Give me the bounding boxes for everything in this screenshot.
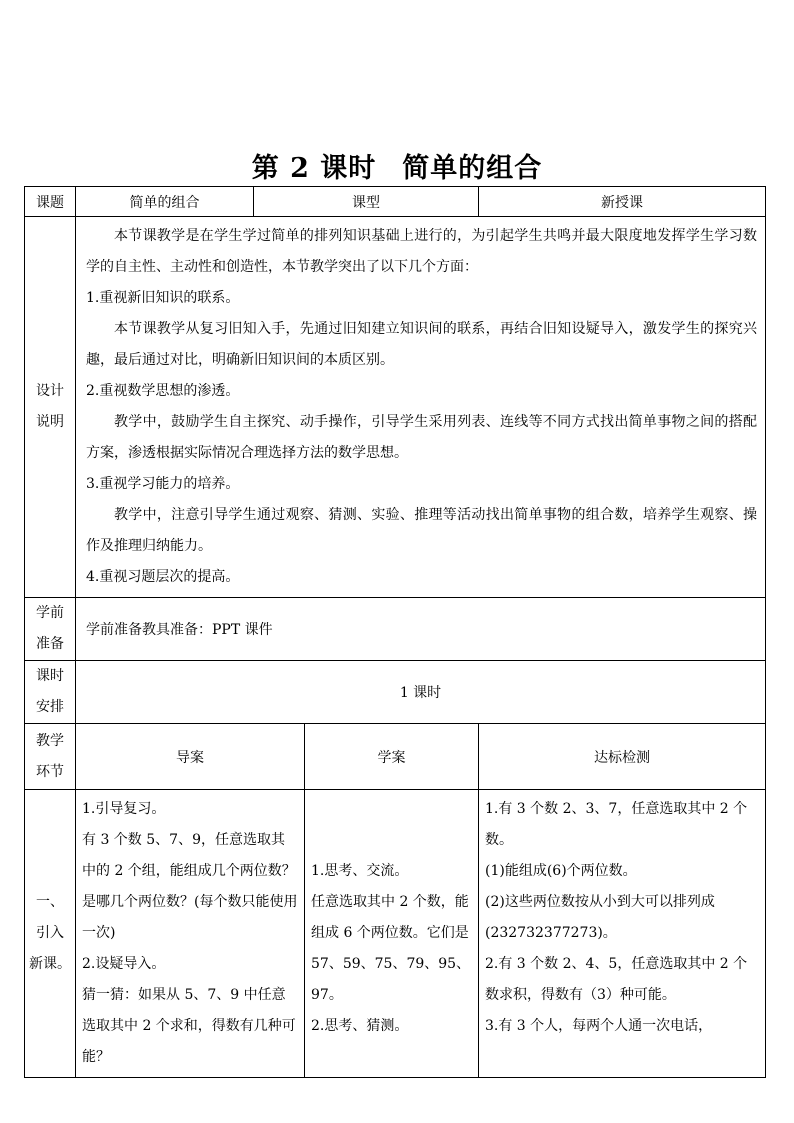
section-header-label: 教学 环节 (25, 724, 76, 790)
study-item: 任意选取其中 2 个数，能组成 6 个两位数。它们是 57、59、75、79、95、97。 (311, 894, 471, 1003)
design-heading: 1.重视新旧知识的联系。 (86, 290, 240, 306)
title-topic: 简单的组合 (402, 153, 543, 184)
guide-item: 2.设疑导入。 (82, 956, 166, 972)
prep-value: 学前准备教具准备：PPT 课件 (76, 598, 766, 661)
check-item: (2)这些两位数按从小到大可以排列成(232732377273)。 (485, 894, 715, 941)
section1-label: 一、 引入 新课。 (25, 790, 76, 1078)
guide-header: 导案 (76, 724, 305, 790)
design-heading: 2.重视数学思想的渗透。 (86, 383, 240, 399)
schedule-value: 1 课时 (76, 661, 766, 724)
type-value: 新授课 (479, 187, 766, 217)
check-item: 1.有 3 个数 2、3、7，任意选取其中 2 个数。 (485, 801, 748, 848)
design-heading: 4.重视习题层次的提高。 (86, 569, 240, 585)
check-item: 3.有 3 个人，每两个人通一次电话， (485, 1018, 713, 1034)
section-header-row (25, 724, 766, 790)
design-heading: 3.重视学习能力的培养。 (86, 476, 240, 492)
check-header: 达标检测 (479, 724, 766, 790)
topic-label: 课题 (25, 187, 76, 217)
title-lesson: 第 2 课时 (251, 153, 377, 184)
section1-guide (76, 790, 305, 1078)
study-item: 2.思考、猜测。 (311, 1018, 409, 1034)
header-row (25, 187, 766, 217)
design-paragraph: 本节课教学是在学生学过简单的排列知识基础上进行的，为引起学生共鸣并最大限度地发挥学生学习数学的自主性、主动性和创造性，本节教学突出了以下几个方面： (86, 228, 757, 275)
design-paragraph: 教学中，鼓励学生自主探究、动手操作，引导学生采用列表、连线等不同方式找出简单事物之间的搭配方案，渗透根据实际情况合理选择方法的数学思想。 (86, 414, 757, 461)
page-title (0, 146, 794, 185)
guide-item: 1.引导复习。 (82, 801, 166, 817)
design-label: 设计 说明 (25, 217, 76, 598)
design-content (76, 217, 766, 598)
prep-label: 学前 准备 (25, 598, 76, 661)
section1-study (305, 790, 479, 1078)
guide-item: 有 3 个数 5、7、9，任意选取其中的 2 个组，能组成几个两位数？是哪几个两位数？(每个数只能使用一次) (82, 832, 298, 941)
lesson-plan-table (24, 186, 766, 1078)
design-paragraph: 本节课教学从复习旧知入手，先通过旧知建立知识间的联系，再结合旧知设疑导入，激发学生的探究兴趣，最后通过对比，明确新旧知识间的本质区别。 (86, 321, 757, 368)
section1-row (25, 790, 766, 1078)
schedule-row (25, 661, 766, 724)
design-row (25, 217, 766, 598)
check-item: 2.有 3 个数 2、4、5，任意选取其中 2 个数求积，得数有（3）种可能。 (485, 956, 748, 1003)
type-label: 课型 (254, 187, 479, 217)
schedule-label: 课时 安排 (25, 661, 76, 724)
topic-value: 简单的组合 (76, 187, 254, 217)
section1-check (479, 790, 766, 1078)
study-header: 学案 (305, 724, 479, 790)
design-paragraph: 教学中，注意引导学生通过观察、猜测、实验、推理等活动找出简单事物的组合数，培养学生观察、操作及推理归纳能力。 (86, 507, 757, 554)
prep-row (25, 598, 766, 661)
guide-item: 猜一猜：如果从 5、7、9 中任意选取其中 2 个求和，得数有几种可能？ (82, 987, 296, 1065)
study-item: 1.思考、交流。 (311, 863, 409, 879)
check-item: (1)能组成(6)个两位数。 (485, 863, 637, 879)
